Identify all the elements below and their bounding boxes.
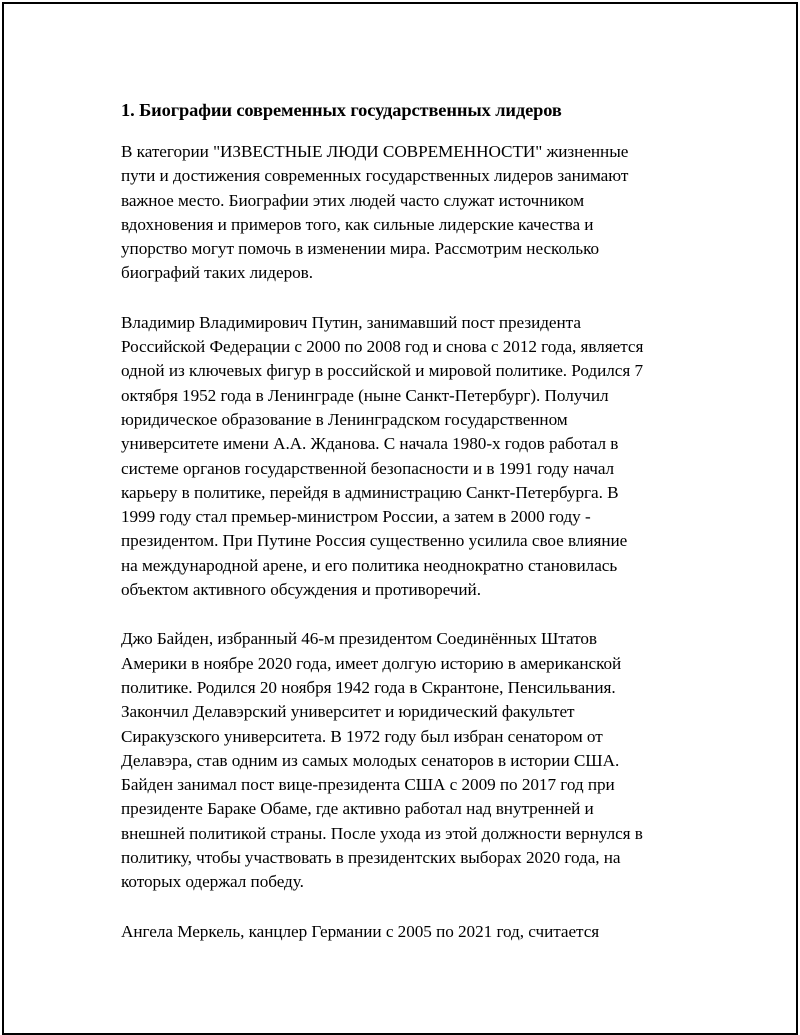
text-line: Российской Федерации с 2000 по 2008 год и снова с 2012 года, является (121, 337, 644, 357)
paragraphs (121, 140, 696, 944)
text-line: 1999 году стал премьер-министром России, а затем в 2000 году - (121, 507, 591, 527)
text-line: Байден занимал пост вице-президента США с 2009 по 2017 год при (121, 775, 615, 795)
paragraph (121, 311, 696, 603)
text-line: Джо Байден, избранный 46-м президентом Соединённых Штатов (121, 629, 597, 649)
text-line: которых одержал победу. (121, 872, 304, 892)
text-line: В категории "ИЗВЕСТНЫЕ ЛЮДИ СОВРЕМЕННОСТИ" жизненные (121, 142, 629, 161)
text-line: внешней политикой страны. После ухода из этой должности вернулся в (121, 823, 643, 843)
text-line: Закончил Делавэрский университет и юридический факультет (121, 702, 575, 722)
text-line: карьеру в политике, перейдя в администрацию Санкт-Петербурга. В (121, 482, 619, 502)
text-line: Ангела Меркель, канцлер Германии с 2005 по 2021 год, считается (121, 921, 600, 941)
text-line: биографий таких лидеров. (121, 263, 313, 283)
text-line: юридическое образование в Ленинградском государственном (121, 409, 568, 429)
text-line: президенте Бараке Обаме, где активно работал над внутренней и (121, 799, 594, 819)
page-frame (2, 2, 798, 1035)
text-line: Сиракузского университета. В 1972 году был избран сенатором от (121, 726, 603, 746)
text-line: Делавэра, став одним из самых молодых сенаторов в истории США. (121, 750, 620, 770)
text-line: вдохновения и примеров того, как сильные лидерские качества и (121, 214, 594, 234)
text-line: пути и достижения современных государственных лидеров занимают (121, 166, 629, 186)
text-line: политике. Родился 20 ноября 1942 года в Скрантоне, Пенсильвания. (121, 677, 616, 697)
text-line: Америки в ноябре 2020 года, имеет долгую историю в американской (121, 653, 622, 673)
text-line: на международной арене, и его политика неоднократно становилась (121, 555, 618, 575)
text-line: президентом. При Путине Россия существенно усилила свое влияние (121, 531, 628, 551)
paragraph (121, 920, 696, 944)
text-line: системе органов государственной безопасности и в 1991 году начал (121, 458, 615, 478)
document-body (121, 96, 696, 969)
text-line: университете имени А.А. Жданова. С начала 1980-х годов работал в (121, 434, 619, 454)
text-line: важное место. Биографии этих людей часто служат источником (121, 190, 585, 210)
paragraph (121, 627, 696, 894)
paragraph (121, 140, 696, 286)
text-line: упорство могут помочь в изменении мира. Рассмотрим несколько (121, 239, 600, 259)
text-line: политику, чтобы участвовать в президентских выборах 2020 года, на (121, 848, 621, 868)
text-line: октября 1952 года в Ленинграде (ныне Санкт-Петербург). Получил (121, 385, 609, 405)
text-line: одной из ключевых фигур в российской и мировой политике. Родился 7 (121, 361, 644, 381)
text-line: Владимир Владимирович Путин, занимавший пост президента (121, 312, 581, 332)
section-title: 1. Биографии современных государственных лидеров (121, 100, 562, 120)
text-line: объектом активного обсуждения и противоречий. (121, 580, 481, 600)
